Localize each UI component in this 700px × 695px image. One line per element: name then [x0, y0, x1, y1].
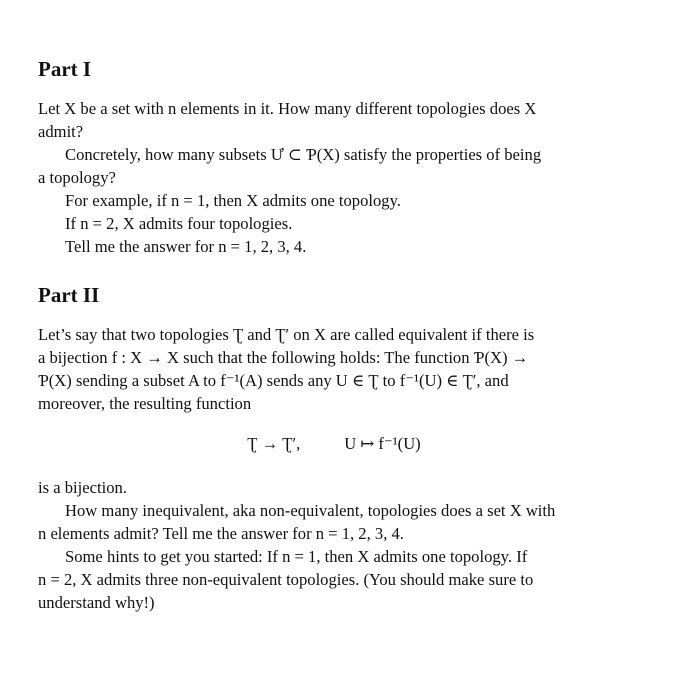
display-equation-right: U ↦ f⁻¹(U)	[344, 434, 421, 453]
part-1-line-3: Concretely, how many subsets Ư ⊂ Ƥ(X) satisfy the properties of being	[65, 145, 542, 164]
part-1-line-1: Let X be a set with n elements in it. How many different topologies does X	[38, 99, 537, 118]
part-2-heading: Part II	[38, 283, 100, 307]
document-page	[38, 48, 630, 614]
part-2-line-3: Ƥ(X) sending a subset A to f⁻¹(A) sends any U ∈ Ʈ to f⁻¹(U) ∈ Ʈ′, and	[38, 371, 509, 390]
part-2-line-5: is a bijection.	[38, 478, 127, 497]
part-2-line-4: moreover, the resulting function	[38, 394, 252, 413]
part-2-line-9: n = 2, X admits three non-equivalent topologies. (You should make sure to	[38, 570, 534, 589]
part-1-line-2: admit?	[38, 122, 84, 141]
display-equation	[38, 432, 630, 455]
part-2-line-8: Some hints to get you started: If n = 1, then X admits one topology. If	[65, 547, 528, 566]
part-1-line-4: a topology?	[38, 168, 116, 187]
display-equation-left: Ʈ → Ʈ′,	[247, 434, 301, 453]
part-2-line-10: understand why!)	[38, 593, 155, 612]
part-2-line-7: n elements admit? Tell me the answer for n = 1, 2, 3, 4.	[38, 524, 404, 543]
part-2-line-1: Let’s say that two topologies Ʈ and Ʈ′ on X are called equivalent if there is	[38, 325, 535, 344]
part-1-heading: Part I	[38, 57, 92, 81]
part-1-line-5: For example, if n = 1, then X admits one topology.	[65, 191, 401, 210]
part-2-line-2: a bijection f : X → X such that the following holds: The function Ƥ(X) →	[38, 348, 529, 367]
part-2-line-6: How many inequivalent, aka non-equivalent, topologies does a set X with	[65, 501, 556, 520]
part-1-line-7: Tell me the answer for n = 1, 2, 3, 4.	[65, 237, 307, 256]
part-1-line-6: If n = 2, X admits four topologies.	[65, 214, 293, 233]
